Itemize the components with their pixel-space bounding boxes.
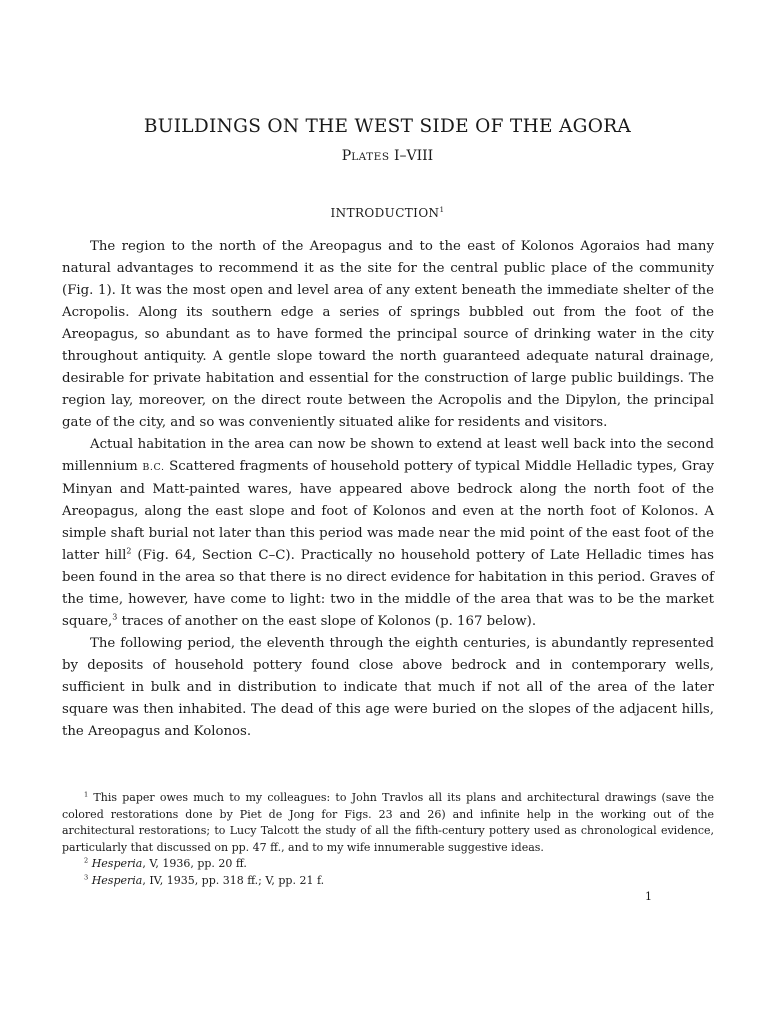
plates-numerals: I–VIII [389,148,434,164]
footnote-2 [62,856,714,873]
page-number: 1 [645,890,652,903]
plates-initial: P [341,148,352,164]
section-heading-text: INTRODUCTION [330,206,440,220]
body-text [62,236,714,743]
footnote-3-text: , IV, 1935, pp. 318 ff.; V, pp. 21 f. [142,873,325,887]
paragraph-2 [62,434,714,633]
bc-abbreviation: B.C. [142,462,165,473]
footnote-3-journal: Hesperia [91,873,143,887]
footnote-ref-3: 3 [112,612,118,622]
paragraph-3: The following period, the eleventh through the eighth centuries, is abundantly represented by deposits of household pottery found close above bedrock and in contemporary wells, sufficient in bulk and in distribution to indicate that much if not all of the area of the later square was then inhabited. The dead of this age were buried on the slopes of the adjacent hills, the Areopagus and Kolonos. [62,636,714,739]
plates-subtitle [0,148,775,164]
footnotes [62,790,714,889]
footnote-1-mark: 1 [84,790,89,799]
footnote-ref-1: 1 [439,205,445,214]
footnote-2-journal: Hesperia [91,857,143,870]
paragraph-2-part-a: Actual habitation in the area can now be shown to extend at least well back into the second millennium [62,437,714,474]
footnote-3-mark: 3 [84,872,89,881]
paragraph-2-part-b: Scattered fragments of household pottery of typical Middle Helladic types, Gray Minyan and Matt-painted wares, have appeared above bedrock along the north foot of the Areopagus, along the east slope and foot of Kolonos and even at the north foot of Kolonos. A simple shaft burial not later than this period was made near the mid point of the east foot of the latter hill [62,459,715,563]
footnote-2-mark: 2 [84,856,89,865]
footnote-3 [62,873,714,890]
section-heading [0,206,775,220]
paragraph-2-part-c: (Fig. 64, Section C–C). Practically no household pottery of Late Helladic times has been found in the area so that there is no direct evidence for habitation in this period. Graves of the time, however, have come to light: two in the middle of the area that was to be the market square, [62,548,714,629]
footnote-1-text: This paper owes much to my colleagues: to John Travlos all its plans and architectural drawings (save the colored restorations done by Piet de Jong for Figs. 23 and 26) and infinite help in the working out of the architectural restorations; to Lucy Talcott the study of all the fifth-century pottery used as chronological evidence, particularly that discussed on pp. 47 ff., and to my wife innumerable suggestive ideas. [62,791,714,854]
footnote-2-text: , V, 1936, pp. 20 ff. [142,857,247,870]
article-title: BUILDINGS ON THE WEST SIDE OF THE AGORA [143,116,632,137]
footnote-ref-2: 2 [126,546,132,556]
paragraph-2-part-d: traces of another on the east slope of Kolonos (p. 167 below). [117,614,537,629]
paragraph-1: The region to the north of the Areopagus and to the east of Kolonos Agoraios had many natural advantages to recommend it as the site for the central public place of the community (Fig. 1). It was the most open and level area of any extent beneath the immediate shelter of the Acropolis. Along its southern edge a series of springs bubbled out from the foot of the Areopagus, so abundant as to have formed the principal source of drinking water in the city throughout antiquity. A gentle slope toward the north guaranteed adequate natural drainage, desirable for private habitation and essential for the construction of large public buildings. The region lay, moreover, on the direct route between the Acropolis and the Dipylon, the principal gate of the city, and so was conveniently situated alike for residents and visitors. [62,239,714,430]
plates-smallcaps: LATES [351,151,390,163]
footnote-1 [62,790,714,856]
